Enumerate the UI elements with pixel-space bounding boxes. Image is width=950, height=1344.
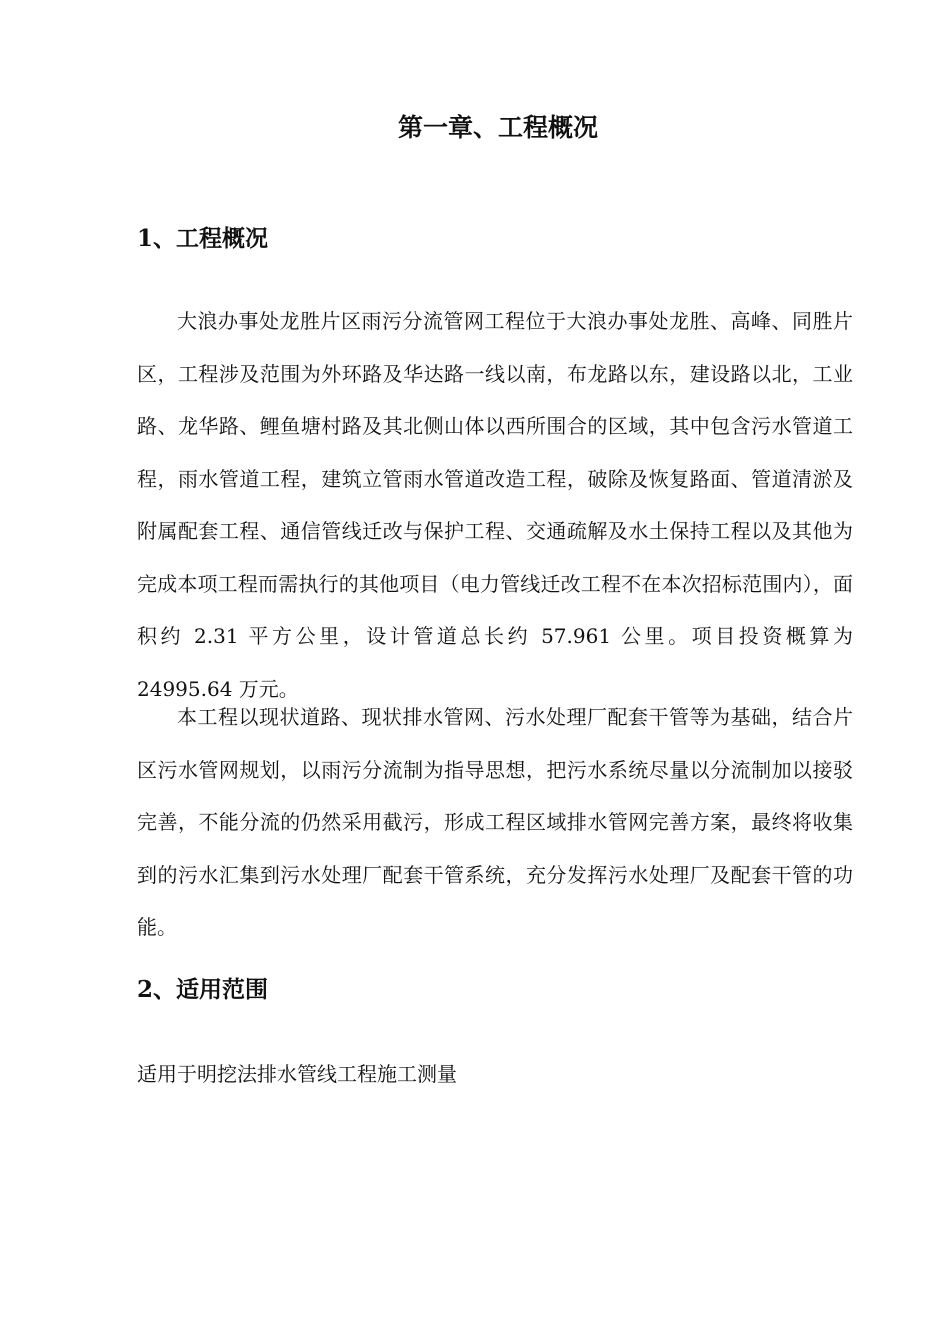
section-heading-scope: 2、适用范围 [137, 976, 269, 1003]
section-heading-overview: 1、工程概况 [137, 225, 269, 252]
chapter-title: 第一章、工程概况 [397, 113, 598, 142]
overview-paragraph-1: 大浪办事处龙胜片区雨污分流管网工程位于大浪办事处龙胜、高峰、同胜片区，工程涉及范围为外环路及华达路一线以南，布龙路以东，建设路以北，工业路、龙华路、鲤鱼塘村路及其北侧山体以西所围合的区域，其中包含污水管道工程，雨水管道工程，建筑立管雨水管道改造工程，破除及恢复路面、管道清淤及附属配套工程、通信管线迁改与保护工程、交通疏解及水土保持工程以及其他为完成本项工程而需执行的其他项目（电力管线迁改工程不在本次招标范围内），面积约 2.31 平方公里，设计管道总长约 57.961 公里。项目投资概算为 24995.64 万元。 [137, 309, 853, 701]
overview-paragraph-2: 本工程以现状道路、现状排水管网、污水处理厂配套干管等为基础，结合片区污水管网规划，以雨污分流制为指导思想，把污水系统尽量以分流制加以接驳完善，不能分流的仍然采用截污，形成工程区域排水管网完善方案，最终将收集到的污水汇集到污水处理厂配套干管系统，充分发挥污水处理厂及配套干管的功能。 [137, 705, 853, 939]
scope-paragraph: 适用于明挖法排水管线工程施工测量 [137, 1062, 457, 1086]
